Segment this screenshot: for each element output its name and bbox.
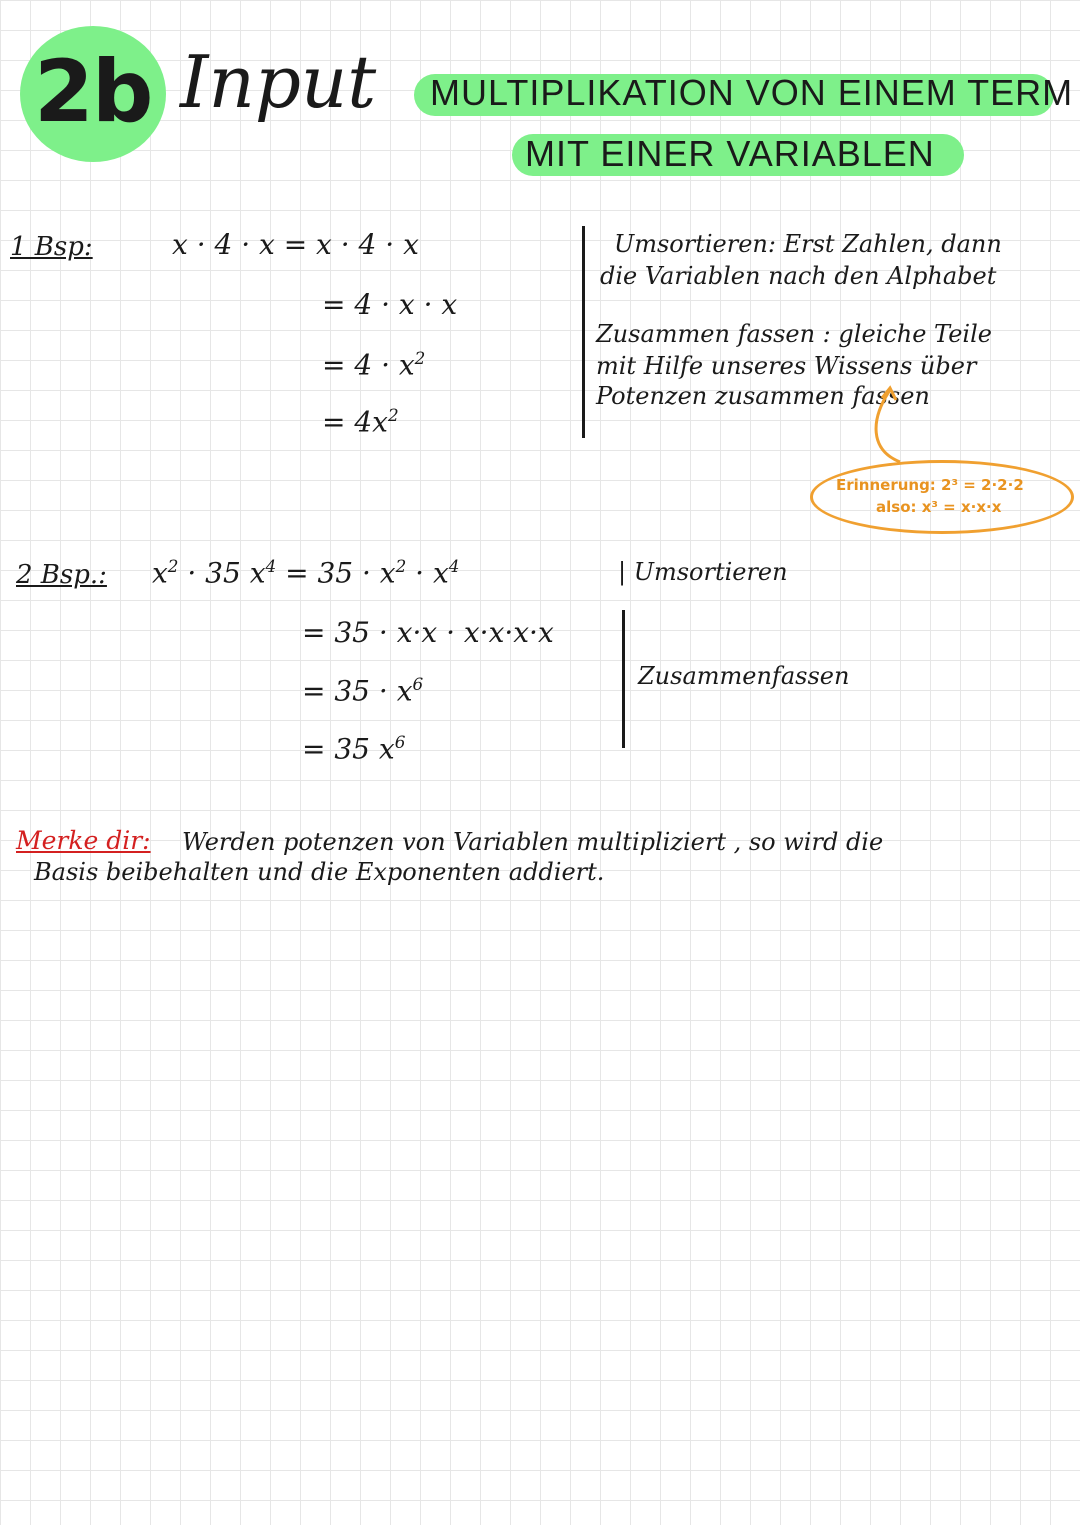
reminder-oval bbox=[810, 460, 1074, 534]
note-combine-line-2: mit Hilfe unseres Wissens über bbox=[596, 352, 977, 380]
reminder-line-1: Erinnerung: 2³ = 2·2·2 bbox=[836, 476, 1024, 494]
example-1-line-4 bbox=[322, 405, 399, 438]
note-sort-heading bbox=[614, 230, 1002, 258]
example-2-line-4-exponent: 6 bbox=[394, 732, 406, 752]
example-2-line-3-exponent: 6 bbox=[412, 674, 424, 694]
example-2-line-1 bbox=[152, 556, 459, 589]
example-2-line-1-exp-c: 2 bbox=[395, 556, 407, 576]
example-1-line-1: x · 4 · x = x · 4 · x bbox=[172, 228, 419, 261]
example-2-line-1-exp-b: 4 bbox=[265, 556, 277, 576]
reminder-arrow bbox=[860, 380, 920, 470]
note-sort-line-2: die Variablen nach den Alphabet bbox=[600, 262, 997, 290]
example-1-line-3 bbox=[322, 348, 425, 381]
example-2-line-3 bbox=[302, 674, 423, 707]
divider-line-1 bbox=[582, 226, 585, 438]
note-sort-heading-text: Umsortieren: bbox=[614, 230, 776, 258]
example-2-label: 2 Bsp.: bbox=[16, 560, 107, 590]
example-1-line-4-exponent: 2 bbox=[387, 405, 399, 425]
merke-label: Merke dir: bbox=[16, 826, 151, 855]
example-2-line-1-exp-a: 2 bbox=[167, 556, 179, 576]
divider-line-2 bbox=[622, 610, 625, 748]
example-1-label: 1 Bsp: bbox=[10, 232, 93, 262]
note-combine-line-1: gleiche Teile bbox=[838, 320, 992, 348]
note-sort-line-1: Erst Zahlen, dann bbox=[783, 230, 1002, 258]
reminder-line-2: also: x³ = x·x·x bbox=[876, 498, 1002, 516]
section-word: Input bbox=[180, 40, 377, 124]
example-2-line-3-base: = 35 · x bbox=[302, 674, 413, 708]
note-combine-line-3: Potenzen zusammen fassen bbox=[596, 382, 930, 410]
example-2-note-sort: | Umsortieren bbox=[618, 558, 788, 586]
example-1-line-3-exponent: 2 bbox=[414, 348, 426, 368]
example-2-line-1-part-a: x bbox=[152, 556, 168, 590]
section-number: 2b bbox=[34, 42, 152, 142]
example-2-line-2: = 35 · x·x · x·x·x·x bbox=[302, 616, 554, 649]
example-2-line-4 bbox=[302, 732, 405, 765]
example-2-line-1-part-b: · 35 x bbox=[178, 556, 266, 590]
merke-line-2: Basis beibehalten und die Exponenten addiert. bbox=[34, 858, 605, 886]
example-2-note-combine: Zusammenfassen bbox=[638, 662, 850, 690]
example-1-line-4-base: = 4x bbox=[322, 405, 388, 439]
example-2-line-1-part-d: · x bbox=[406, 556, 449, 590]
page-title-line-2: MIT EINER VARIABLEN bbox=[525, 133, 935, 174]
note-combine-heading-text: Zusammen fassen : bbox=[596, 320, 831, 348]
example-2-line-1-exp-d: 4 bbox=[448, 556, 460, 576]
example-1-line-2: = 4 · x · x bbox=[322, 288, 458, 321]
example-2-line-1-part-c: = 35 · x bbox=[276, 556, 396, 590]
merke-line-1: Werden potenzen von Variablen multipliziert , so wird die bbox=[182, 828, 884, 856]
example-2-line-4-base: = 35 x bbox=[302, 732, 395, 766]
example-1-line-3-base: = 4 · x bbox=[322, 348, 415, 382]
page-title-line-1: MULTIPLIKATION VON EINEM TERM bbox=[430, 72, 1074, 113]
note-combine-heading bbox=[596, 320, 992, 348]
